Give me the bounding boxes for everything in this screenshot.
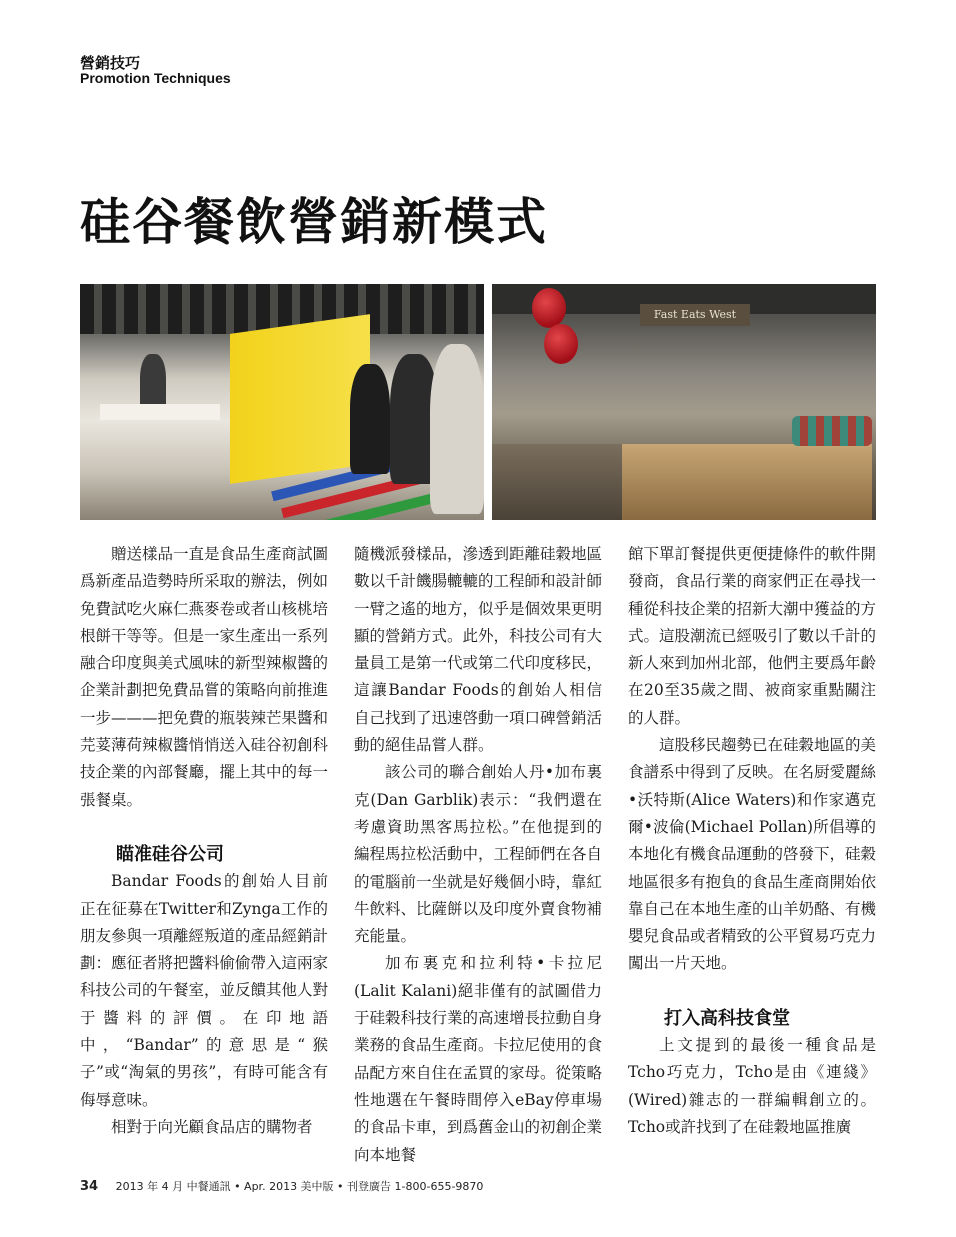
photo-floor — [492, 444, 622, 520]
paragraph: 這股移民趨勢已在硅穀地區的美食譜系中得到了反映。在名厨愛麗絲•沃特斯(Alice Waters)和作家邁克爾•波倫(Michael Pollan)所倡導的本地化有機食品運動的啓發下，硅穀地區很多有抱負的食品生產商開始依靠自己在本地生產的山羊奶酪、有機嬰兒食品或者精致的公平貿易巧克力闖出一片天地。 — [628, 736, 877, 973]
page-number: 34 — [80, 1179, 99, 1194]
paragraph: 贈送樣品一直是食品生產商試圖爲新產品造勢時所采取的辦法，例如免費試吃火麻仁燕麥卷或者山核桃培根餅干等等。但是一家生產出一系列融合印度與美式風味的新型辣椒醬的企業計劃把免費品嘗的策略向前推進一步———把免費的瓶裝辣芒果醬和芫荽薄荷辣椒醬悄悄送入硅谷初創科技企業的內部餐廳，擺上其中的每一張餐桌。 — [80, 545, 329, 809]
paragraph: Bandar Foods的創始人目前正在征募在Twitter和Zynga工作的朋友參與一項離經叛道的產品經銷計劃：應征者將把醬料偷偷帶入這兩家科技公司的午餐室，並反饋其他人對于醬料的評價。在印地語中，“Bandar”的意思是“猴子”或“淘氣的男孩”，有時可能含有侮辱意味。 — [80, 872, 329, 1109]
subheading-high-tech-cafeterias: 打入高科技食堂 — [664, 1007, 790, 1029]
section-label-zh: 營銷技巧 — [80, 54, 141, 72]
photo-yellow-wall — [230, 314, 370, 484]
photo-person — [350, 364, 390, 474]
article-column-1 — [80, 541, 328, 1141]
photo-serving-counter — [622, 444, 872, 520]
page-footer — [80, 1178, 483, 1194]
article-column-2 — [354, 541, 602, 1169]
photo-table — [100, 404, 220, 420]
photo-plates — [792, 416, 872, 446]
paragraph: 上文提到的最後一種食品是Tcho巧克力，Tcho是由《連綫》(Wired)雜志的一群編輯創立的。Tcho或許找到了在硅穀地區推廣 — [628, 1036, 876, 1136]
photo-cafeteria-line — [80, 284, 484, 520]
photo-food-court — [492, 284, 876, 520]
article-column-3 — [628, 541, 876, 1141]
photo-lantern — [544, 324, 578, 364]
photo-food-stall-sign: Fast Eats West — [640, 304, 750, 326]
paragraph: 隨機派發樣品，滲透到距離硅穀地區數以千計饑腸轆轆的工程師和設計師一臂之遙的地方，似乎是個效果更明顯的營銷方式。此外，科技公司有大量員工是第一代或第二代印度移民，這讓Bandar Foods的創始人相信自己找到了迅速啓動一項口碑營銷活動的絕佳品嘗人群。 — [354, 545, 603, 755]
section-label-en: Promotion Techniques — [80, 70, 231, 86]
photo-lantern — [532, 288, 566, 328]
subheading-targeting-silicon-valley: 瞄准硅谷公司 — [116, 843, 224, 865]
paragraph: 館下單訂餐提供更便捷條件的軟件開發商，食品行業的商家們正在尋找一種從科技企業的招新大潮中獲益的方式。這股潮流已經吸引了數以千計的新人來到加州北部，他們主要爲年齡在20至35歲之間、被商家重點關注的人群。 — [628, 545, 877, 727]
footer-text: 2013 年 4 月 中餐通訊 • Apr. 2013 美中版 • 刊登廣告 1-800-655-9870 — [115, 1180, 484, 1193]
photo-person — [430, 344, 484, 514]
paragraph: 相對于向光顧食品店的購物者 — [111, 1117, 313, 1136]
paragraph: 該公司的聯合創始人丹•加布裏克(Dan Garblik)表示：“我們還在考慮資助黑客馬拉松。”在他提到的編程馬拉松活動中，工程師們在各自的電腦前一坐就是好幾個小時，靠紅牛飲料、比薩餅以及印度外賣食物補充能量。 — [354, 763, 603, 946]
article-title: 硅谷餐飲營銷新模式 — [80, 192, 548, 251]
paragraph: 加布裏克和拉利特•卡拉尼(Lalit Kalani)絕非僅有的試圖借力于硅穀科技行業的高速增長拉動自身業務的食品生產商。卡拉尼使用的食品配方來自住在孟買的家母。從策略性地選在午餐時間停入eBay停車場的食品卡車，到爲舊金山的初創企業向本地餐 — [354, 954, 603, 1164]
